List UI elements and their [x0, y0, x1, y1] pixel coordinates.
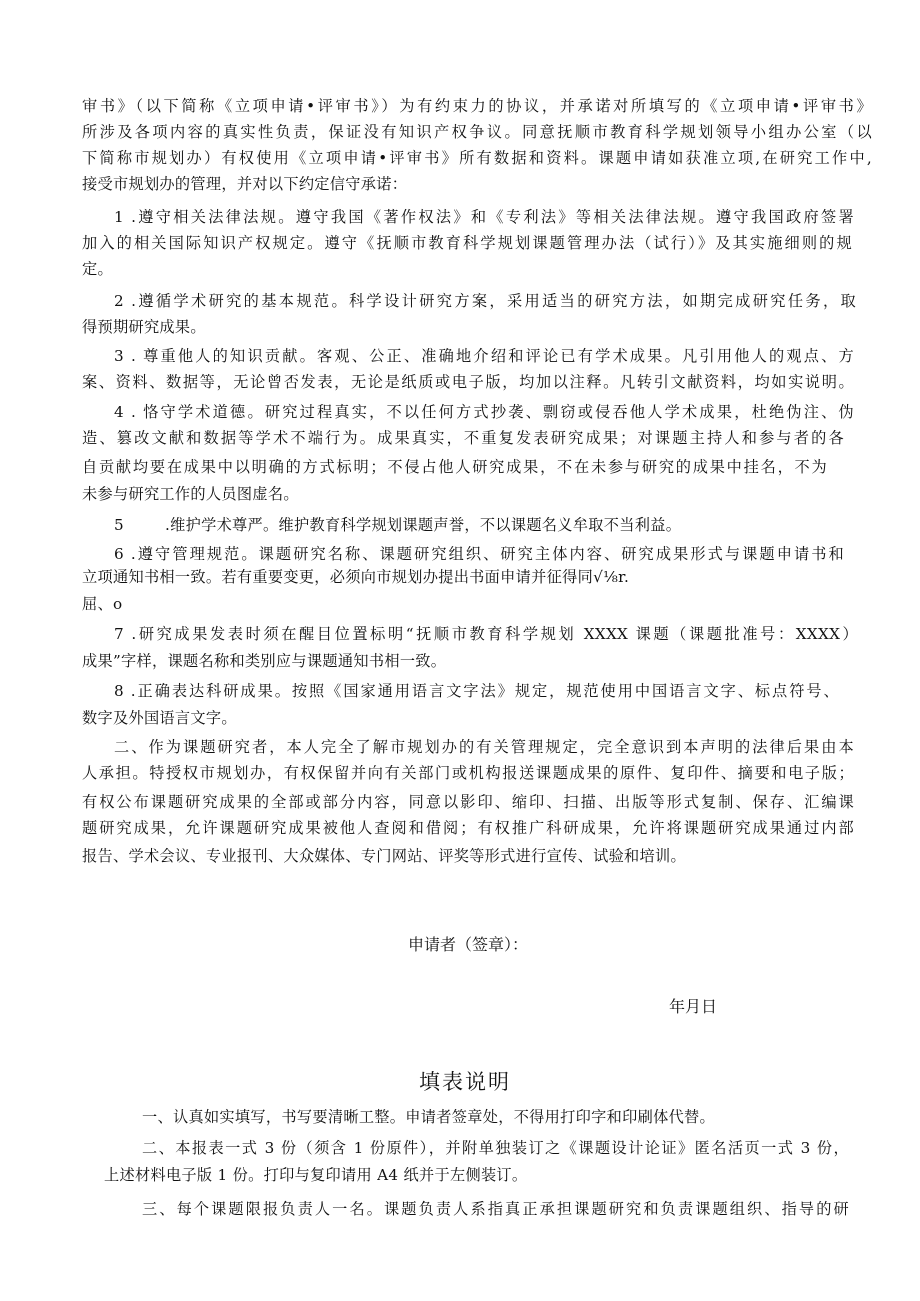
instruction-line: 上述材料电子版 1 份。打印与复印请用 A4 纸并于左侧装订。 [104, 1166, 528, 1184]
declaration-line: 下简称市规划办）有权使用《立项申请•评审书》所有数据和资料。课题申请如获准立项,在研究工作中, [82, 149, 872, 167]
instructions-title: 填表说明 [419, 1070, 511, 1094]
declaration-line: 屈、o [82, 595, 123, 613]
date-label: 年月日 [669, 997, 718, 1016]
declaration-line: 所涉及各项内容的真实性负责，保证没有知识产权争议。同意抚顺市教育科学规划领导小组办公室（以 [82, 123, 872, 141]
declaration-line: 8 .正确表达科研成果。按照《国家通用语言文字法》规定，规范使用中国语言文字、标点符号、 [114, 682, 839, 700]
declaration-line: 接受市规划办的管理，并对以下约定信守承诺： [82, 175, 408, 193]
declaration-line: 二、作为课题研究者，本人完全了解市规划办的有关管理规定，完全意识到本声明的法律后果由本 [114, 738, 854, 756]
declaration-line: 自贡献均要在成果中以明确的方式标明；不侵占他人研究成果，不在未参与研究的成果中挂名，不为 [82, 458, 827, 476]
declaration-line: 审书》（以下简称《立项申请•评审书》）为有约束力的协议，并承诺对所填写的《立项申请•评审书》 [82, 97, 872, 115]
declaration-line: 人承担。特授权市规划办，有权保留并向有关部门或机构报送课题成果的原件、复印件、摘要和电子版； [82, 764, 854, 782]
declaration-line: 数字及外国语言文字。 [82, 709, 237, 727]
instruction-line: 一、认真如实填写，书写要清晰工整。申请者签章处，不得用打印字和印刷体代替。 [142, 1108, 716, 1126]
instruction-line: 二、本报表一式 3 份（须含 1 份原件），并附单独装订之《课题设计论证》匿名活页一式 3 份， [142, 1139, 849, 1157]
instruction-line: 三、每个课题限报负责人一名。课题负责人系指真正承担课题研究和负责课题组织、指导的研 [142, 1200, 849, 1218]
declaration-line: 7 .研究成果发表时须在醒目位置标明“抚顺市教育科学规划 XXXX 课题（课题批准号：XXXX） [114, 625, 858, 643]
declaration-line: 造、篡改文献和数据等学术不端行为。成果真实，不重复发表研究成果；对课题主持人和参与者的各 [82, 429, 844, 447]
declaration-line: 题研究成果，允许课题研究成果被他人查阅和借阅；有权推广科研成果，允许将课题研究成果通过内部 [82, 819, 854, 837]
applicant-signature-label: 申请者（签章）： [408, 935, 529, 954]
declaration-line: 3 . 尊重他人的知识贡献。客观、公正、准确地介绍和评论已有学术成果。凡引用他人的观点、方 [114, 347, 854, 365]
declaration-line: 报告、学术会议、专业报刊、大众媒体、专门网站、评奖等形式进行宣传、试验和培训。 [82, 847, 687, 865]
declaration-line: 6 .遵守管理规范。课题研究名称、课题研究组织、研究主体内容、研究成果形式与课题申请书和 [114, 545, 844, 563]
declaration-line: 立项通知书相一致。若有重要变更，必须向市规划办提出书面申请并征得同√⅛r. [82, 568, 630, 586]
declaration-line: 得预期研究成果。 [82, 318, 206, 336]
declaration-line: 5 .维护学术尊严。维护教育科学规划课题声誉，不以课题名义牟取不当利益。 [114, 516, 682, 534]
declaration-line: 加入的相关国际知识产权规定。遵守《抚顺市教育科学规划课题管理办法（试行）》及其实施细则的规 [82, 234, 852, 252]
declaration-line: 成果”字样，课题名称和类别应与课题通知书相一致。 [82, 652, 447, 670]
declaration-line: 案、资料、数据等，无论曾否发表，无论是纸质或电子版，均加以注释。凡转引文献资料，均如实说明。 [82, 373, 854, 391]
declaration-line: 未参与研究工作的人员图虚名。 [82, 485, 299, 503]
declaration-line: 定。 [82, 260, 113, 278]
declaration-line: 4 . 恪守学术道德。研究过程真实，不以任何方式抄袭、剽窃或侵吞他人学术成果，杜绝伪注、伪 [114, 403, 854, 421]
declaration-line: 有权公布课题研究成果的全部或部分内容，同意以影印、缩印、扫描、出版等形式复制、保存、汇编课 [82, 793, 854, 811]
declaration-line: 1 .遵守相关法律法规。遵守我国《著作权法》和《专利法》等相关法律法规。遵守我国政府签署 [114, 208, 854, 226]
declaration-line: 2 .遵循学术研究的基本规范。科学设计研究方案，采用适当的研究方法，如期完成研究任务，取 [114, 292, 856, 310]
